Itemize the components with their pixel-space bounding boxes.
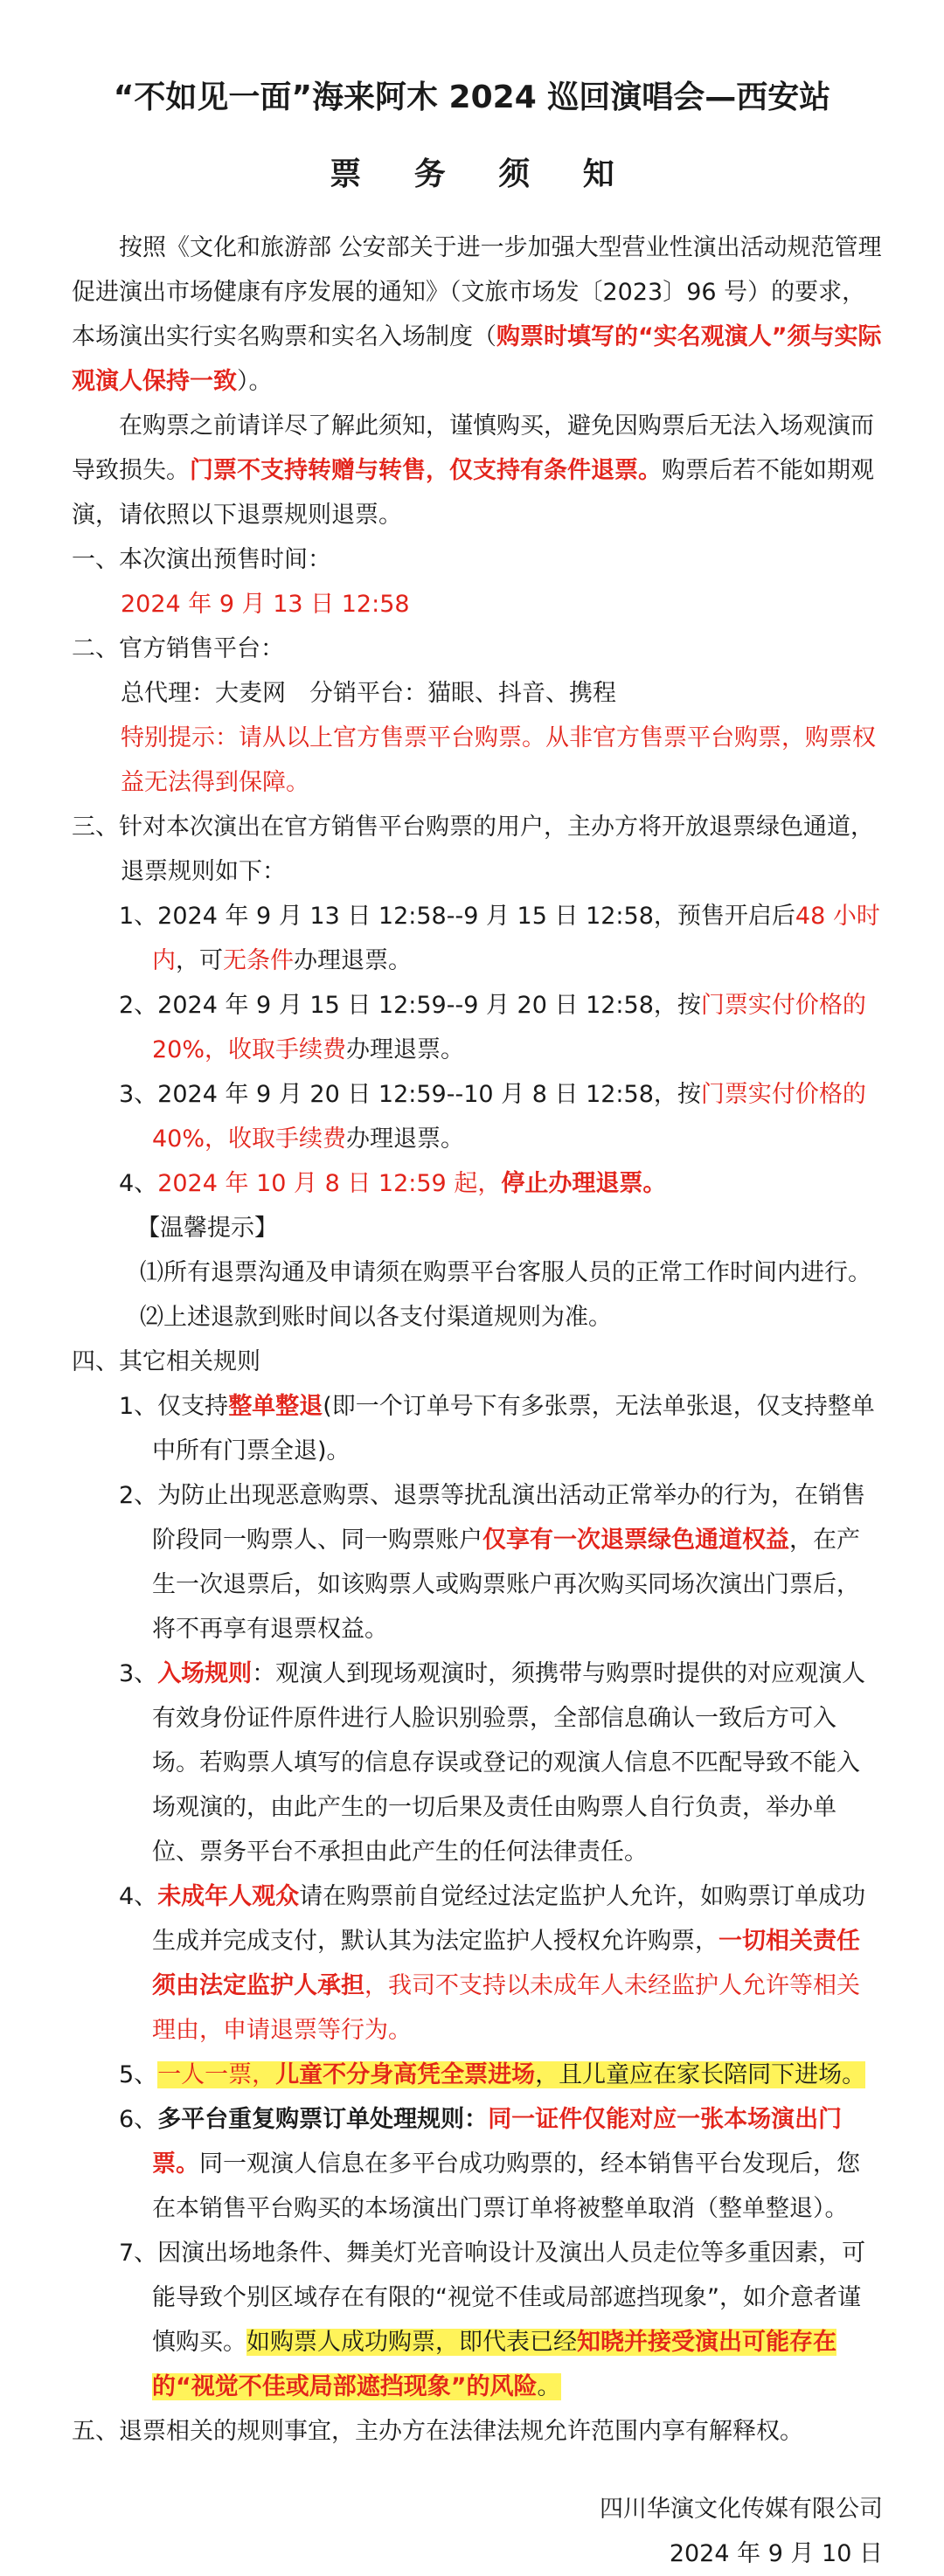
rule-item-5: [72, 2053, 883, 2097]
refund-rule-4: [72, 1161, 883, 1206]
rule-text: 办理退票。: [346, 1036, 465, 1063]
presale-time: 2024 年 9 月 13 日 12:58: [121, 591, 410, 618]
intro-text: 在购票之前请详尽了解此须知，谨慎购买，避免因购票后无法入场观演而导致损失。: [72, 412, 874, 484]
notice-body: [0, 196, 944, 2576]
signature-date: 2024 年 9 月 10 日: [669, 2540, 883, 2567]
rule-item-2: [72, 1473, 883, 1652]
rule-highlight: 同一证件仅能对应一张本场演出门票。: [152, 2106, 843, 2178]
intro-text: 按照《文化和旅游部 公安部关于进一步加强大型营业性演出活动规范管理促进演出市场健康有序发展的通知》（文旅市场发〔2023〕96 号）的要求，本场演出实行实名购票和实名入场制度（: [72, 234, 882, 350]
rule-highlight: 一人一票，: [157, 2061, 276, 2088]
section-5: 五、退票相关的规则事宜，主办方在法律法规允许范围内享有解释权。: [72, 2418, 803, 2445]
rule-highlight: 无条件: [223, 947, 294, 974]
rule-text: ，可: [176, 947, 223, 974]
rule-highlight: 仅享有一次退票绿色通道权益: [482, 1527, 789, 1554]
rule-text: 请在购票前自觉经过法定监护人允许，如购票订单成功生成并完成支付，默认其为法定监护人授权允许购票，: [152, 1883, 866, 1955]
rule-text: 5、: [119, 2061, 158, 2088]
section-1-heading: 一、本次演出预售时间：: [72, 546, 331, 573]
rule-highlight: 2024 年 10 月 8 日 12:59 起，: [157, 1170, 502, 1197]
refund-rule-2: [72, 983, 883, 1072]
rule-text: 同一观演人信息在多平台成功购票的，经本销售平台发现后，您在本销售平台购买的本场演出门票订单将被整单取消（整单整退）。: [152, 2150, 860, 2222]
rule-text: 3、2024 年 9 月 20 日 12:59--10 月 8 日 12:58，按: [119, 1081, 701, 1108]
section-3-heading: 三、针对本次演出在官方销售平台购票的用户，主办方将开放退票绿色通道，退票规则如下：: [72, 814, 874, 885]
rule-text: ，在产生一次退票后，如该购票人或购票账户再次购买同场次演出门票后，将不再享有退票权益。: [152, 1527, 860, 1643]
rule-text: 1、2024 年 9 月 13 日 12:58--9 月 15 日 12:58，预售开启后: [119, 903, 795, 930]
rule-item-3: [72, 1652, 883, 1874]
tip-1: ⑴所有退票沟通及申请须在购票平台客服人员的正常工作时间内进行。: [140, 1259, 871, 1286]
rule-text: 4、: [119, 1170, 158, 1197]
page-subtitle: 票 务 须 知: [330, 156, 635, 192]
rule-text: 2、2024 年 9 月 15 日 12:59--9 月 20 日 12:58，按: [119, 992, 701, 1019]
rule-highlight: 门票实付价格的 20%，收取手续费: [152, 992, 866, 1063]
rule-text: 6、: [119, 2106, 158, 2133]
real-name-requirement: 购票时填写的“实名观演人”须与实际观演人保持一致: [72, 323, 882, 395]
rule-highlight: 未成年人观众: [157, 1883, 300, 1910]
tip-heading: 【温馨提示】: [136, 1215, 278, 1242]
rule-highlight: 整单整退: [228, 1393, 323, 1420]
rule-item-7: [72, 2231, 883, 2409]
section-2-heading: 二、官方销售平台：: [72, 635, 284, 662]
rule-highlight: 入场规则: [157, 1660, 253, 1687]
refund-rule-1: [72, 894, 883, 983]
rule-highlight: 门票实付价格的 40%，收取手续费: [152, 1081, 866, 1153]
rule-bold: 多平台重复购票订单处理规则：: [157, 2106, 489, 2133]
rule-text: ：观演人到现场观演时，须携带与购票时提供的对应观演人有效身份证件原件进行人脸识别验票，全部信息确认一致后方可入场。若购票人填写的信息存误或登记的观演人信息不匹配导致不能入场观演的，由此产生的一切后果及责任由购票人自行负责，举办单位、票务平台不承担由此产生的任何法律责任。: [152, 1660, 866, 1866]
rule-text: 3、: [119, 1660, 158, 1687]
company-name: 四川华演文化传媒有限公司: [600, 2496, 883, 2523]
intro-paragraph-1: [72, 225, 883, 404]
refund-rule-3: [72, 1072, 883, 1161]
special-notice: 特别提示：请从以上官方售票平台购票。从非官方售票平台购票，购票权益无法得到保障。: [121, 724, 876, 796]
rule-text: (即一个订单号下有多张票，无法单张退，仅支持整单中所有门票全退)。: [152, 1393, 875, 1465]
no-transfer-notice: 门票不支持转赠与转售，仅支持有条件退票。: [190, 457, 662, 484]
rule-highlight: ，且儿童应在家长陪同下进场。: [535, 2061, 866, 2088]
rule-highlight: 停止办理退票。: [501, 1170, 667, 1197]
tip-2: ⑵上述退款到账时间以各支付渠道规则为准。: [140, 1304, 612, 1331]
rule-text: 2、为防止出现恶意购票、退票等扰乱演出活动正常举办的行为，在销售阶段同一购票人、同一购票账户: [119, 1482, 866, 1554]
rule-item-6: [72, 2097, 883, 2231]
page-title: “不如见一面”海来阿木 2024 巡回演唱会—西安站: [113, 80, 831, 115]
rule-text: 7、因演出场地条件、舞美灯光音响设计及演出人员走位等多重因素，可能导致个别区域存在有限的“视觉不佳或局部遮挡现象”，如介意者谨慎购买。: [119, 2240, 866, 2356]
sales-platforms: 总代理：大麦网 分销平台：猫眼、抖音、携程: [121, 680, 616, 707]
rule-text: 1、仅支持: [119, 1393, 229, 1420]
rule-item-4: [72, 1874, 883, 2053]
rule-highlight: ，我司不支持以未成年人未经监护人允许等相关理由，申请退票等行为。: [152, 1972, 860, 2044]
section-4-heading: 四、其它相关规则: [72, 1348, 260, 1375]
rule-highlight: 48 小时内: [152, 903, 880, 974]
rule-item-1: [72, 1384, 883, 1473]
rule-text: 4、: [119, 1883, 158, 1910]
intro-text-end: ）。: [237, 368, 273, 395]
rule-text: 办理退票。: [346, 1125, 465, 1153]
rule-highlight: 。: [537, 2373, 561, 2400]
rule-highlight: 儿童不分身高凭全票进场: [275, 2061, 536, 2088]
intro-text-end: 购票后若不能如期观演，请依照以下退票规则退票。: [72, 457, 874, 529]
rule-highlight: 知晓并接受演出可能存在的“视觉不佳或局部遮挡现象”的风险: [152, 2329, 836, 2400]
rule-highlight: 如购票人成功购票，即代表已经: [246, 2329, 577, 2356]
intro-paragraph-2: [72, 404, 883, 537]
rule-highlight: 一切相关责任须由法定监护人承担: [152, 1928, 860, 1999]
rule-text: 办理退票。: [294, 947, 412, 974]
